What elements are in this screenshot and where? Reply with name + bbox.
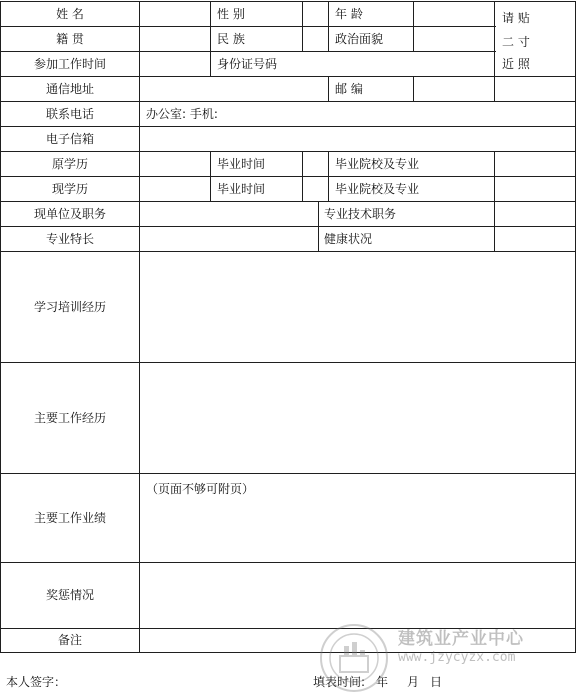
work-achievement-field[interactable] [140,474,575,562]
id-number-label: 身份证号码 [217,57,278,71]
address-label: 通信地址 [45,82,94,96]
health-status-field[interactable] [495,227,575,251]
address-field[interactable] [140,77,328,101]
zip-code-field[interactable] [414,77,494,101]
work-achievement-label: 主要工作业绩 [33,511,106,525]
table-border-right [575,1,576,653]
watermark-url: www.jzycyzx.com [398,650,516,665]
current-school-major-field[interactable] [495,177,575,201]
fill-date-year: 年 [376,675,389,689]
awards-punishments-label: 奖惩情况 [45,588,94,602]
photo-text-line3: 近 照 [502,57,530,71]
original-school-major-field[interactable] [495,152,575,176]
age-field[interactable] [414,2,494,26]
gender-label: 性 别 [217,7,245,21]
specialty-field[interactable] [140,227,318,251]
photo-text-line2: 二 寸 [502,35,530,49]
phone-label: 联系电话 [45,107,94,121]
technical-title-field[interactable] [495,202,575,226]
current-graduation-time-label: 毕业时间 [217,182,266,196]
ethnic-field[interactable] [303,27,328,51]
work-experience-field[interactable] [140,363,575,473]
original-education-label: 原学历 [51,157,88,171]
fill-date-label: 填表时间: [313,675,366,689]
work-start-label: 参加工作时间 [33,57,106,71]
name-field[interactable] [140,2,210,26]
original-graduation-time-label: 毕业时间 [217,157,266,171]
work-start-field[interactable] [140,52,210,76]
original-graduation-time-field[interactable] [303,152,328,176]
age-label: 年 龄 [335,7,363,21]
email-label: 电子信箱 [45,132,94,146]
watermark-logo-icon [318,622,390,694]
id-number-field[interactable] [303,52,494,76]
current-education-label: 现学历 [51,182,88,196]
watermark-name: 建筑业产业中心 [398,629,524,649]
name-label: 姓 名 [56,7,84,21]
political-status-field[interactable] [414,27,494,51]
original-education-field[interactable] [140,152,210,176]
original-school-major-label: 毕业院校及专业 [335,157,420,171]
phone-field[interactable]: 办公室: 手机: [146,107,218,121]
fill-date-day: 日 [430,675,443,689]
ethnic-label: 民 族 [217,32,245,46]
remarks-label: 备注 [57,633,82,647]
signature-label: 本人签字： [6,675,67,689]
current-education-field[interactable] [140,177,210,201]
study-training-label: 学习培训经历 [33,300,106,314]
current-unit-position-field[interactable] [140,202,318,226]
study-training-field[interactable] [140,252,575,362]
technical-title-label: 专业技术职务 [324,207,397,221]
current-unit-position-label: 现单位及职务 [33,207,106,221]
photo-text-line1: 请 贴 [502,11,530,25]
fill-date-month: 月 [407,675,420,689]
zip-code-label: 邮 编 [335,82,363,96]
health-status-label: 健康状况 [324,232,373,246]
specialty-label: 专业特长 [45,232,94,246]
email-field[interactable] [140,127,575,151]
political-status-label: 政治面貌 [335,32,384,46]
gender-field[interactable] [303,2,328,26]
work-experience-label: 主要工作经历 [33,411,106,425]
native-place-label: 籍 贯 [56,32,84,46]
current-school-major-label: 毕业院校及专业 [335,182,420,196]
current-graduation-time-field[interactable] [303,177,328,201]
attach-note: （页面不够可附页） [146,482,255,496]
awards-punishments-field[interactable] [140,563,575,628]
native-place-field[interactable] [140,27,210,51]
photo-area[interactable] [495,2,575,76]
